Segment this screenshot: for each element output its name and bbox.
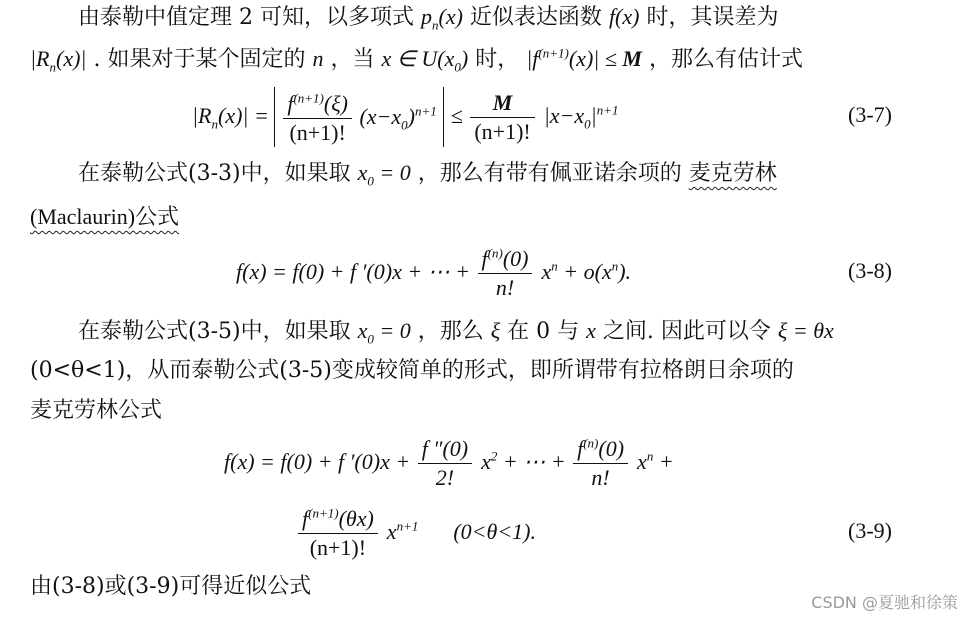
equation-tag-3-9: (3-9) [848, 518, 892, 543]
math-bound: $|f^{(n+1)}(x)| \le M$ [526, 45, 642, 71]
math-x-in-u: x ∈ $U(x_0)$ [381, 46, 469, 75]
para4-text: 由(3-8)或(3-9)可得近似公式 [30, 574, 312, 599]
equation-tag-3-8: (3-8) [848, 258, 892, 283]
para3-text-a: 在泰勒公式(3-5)中，如果取 [78, 319, 351, 344]
para3-line1 [78, 316, 834, 347]
equation-3-9-line1: f(x) = f(0) + f ′(0)x + $\frac{f ''(0)}{2!}$ $x^2$ + ⋯ + $\frac{f^{(n)}(0)}{n!}$ $x^n$ + [224, 435, 674, 490]
math-abs-rn: $|R_n(x)|$ [30, 46, 87, 75]
para2-text-b: ，那么有带有佩亚诺余项的 [417, 161, 682, 186]
para3-text-b: ，那么 [417, 319, 484, 344]
term-maclaurin-en: (Maclaurin) [30, 204, 136, 229]
para2-text-a: 在泰勒公式(3-3)中，如果取 [78, 161, 351, 186]
para2-line1 [78, 158, 777, 189]
equation-3-9-condition: (0<θ<1). [453, 519, 536, 544]
para1-line2 [30, 44, 803, 75]
math-pn: $p_n(x)$ [421, 4, 463, 33]
para4-line1 [30, 572, 311, 602]
equation-3-9-line2: $\frac{f^{(n+1)}(\theta x)}{(n+1)!}$ $x^{n+1}$ (0<θ<1). [296, 502, 536, 563]
para1-text-g: ，那么有估计式 [648, 47, 803, 72]
equation-3-8: f(x) = f(0) + f ′(0)x + ⋯ + $\frac{f^{(n)}(0)}{n!}$ $x^n + o(x^n)$. [236, 245, 632, 300]
term-formula: 公式 [135, 205, 180, 230]
para3-text-e: (0<θ<1)，从而泰勒公式(3-5)变成较简单的形式，即所谓带有拉格朗日余项的 [30, 358, 794, 383]
equation-3-7: $|R_n(x)|$ = $\frac{f^{(n+1)}(\xi)}{(n+1)!}$ $(x-x_0)^{n+1}$ ≤ $\frac{M}{(n+1)!}$ $|x-x_0|^{n+1}$ [192, 86, 619, 147]
math-x0-eq-0: $x_0 = 0$ [357, 160, 411, 189]
math-n: n [312, 46, 324, 71]
para3-line3 [30, 396, 162, 426]
csdn-watermark: CSDN @夏驰和徐策 [811, 593, 958, 612]
para3-line2 [30, 356, 794, 386]
term-maclaurin: 麦克劳林 [688, 161, 777, 186]
para1-text-f: 时， [475, 47, 520, 72]
para3-text-d: 之间. 因此可以令 [602, 319, 771, 344]
math-xi-theta-x: ξ = θx [777, 318, 834, 343]
para1-text-a: 由泰勒中值定理 2 可知，以多项式 [78, 5, 414, 30]
para1-text-d: . 如果对于某个固定的 [93, 47, 306, 72]
equation-tag-3-7: (3-7) [848, 102, 892, 127]
math-x0-zero: $x_0 = 0$ [357, 318, 411, 347]
math-xi: ξ [490, 318, 501, 343]
para1-text-e: ，当 [330, 47, 375, 72]
para3-text-f: 麦克劳林公式 [30, 398, 163, 423]
para1-line1 [78, 2, 778, 33]
para2-line2 [30, 202, 179, 233]
math-x: x [586, 318, 596, 343]
para1-text-b: 近似表达函数 [469, 5, 602, 30]
para1-text-c: 时，其误差为 [646, 5, 779, 30]
para3-text-c: 在 0 与 [507, 319, 580, 344]
math-fx: f(x) [608, 4, 640, 29]
